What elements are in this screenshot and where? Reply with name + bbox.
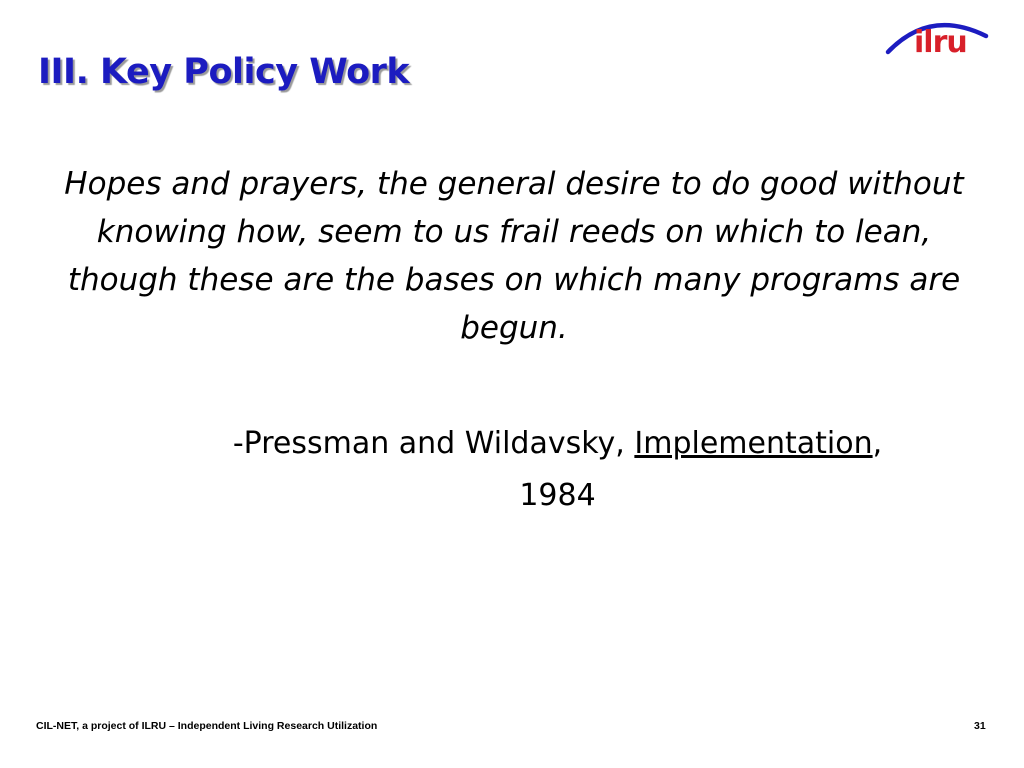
attribution-comma: , [872, 426, 883, 461]
logo-text: ilru [914, 25, 967, 60]
footer-text: CIL-NET, a project of ILRU – Independent Living Research Utilization [36, 720, 378, 732]
page-number: 31 [974, 720, 986, 732]
slide-title: III. Key Policy Work [38, 52, 410, 92]
attribution [100, 418, 1015, 522]
attribution-year: 1984 [519, 478, 596, 513]
book-title-link[interactable]: Implementation [634, 426, 873, 461]
ilru-logo [880, 14, 992, 76]
quote-text: Hopes and prayers, the general desire to do good without knowing how, seem to us frail reeds on which to lean, though these are the bases on which many programs are begun. [64, 166, 964, 346]
attribution-authors: -Pressman and Wildavsky, [232, 426, 635, 461]
attribution-line [100, 418, 1015, 470]
